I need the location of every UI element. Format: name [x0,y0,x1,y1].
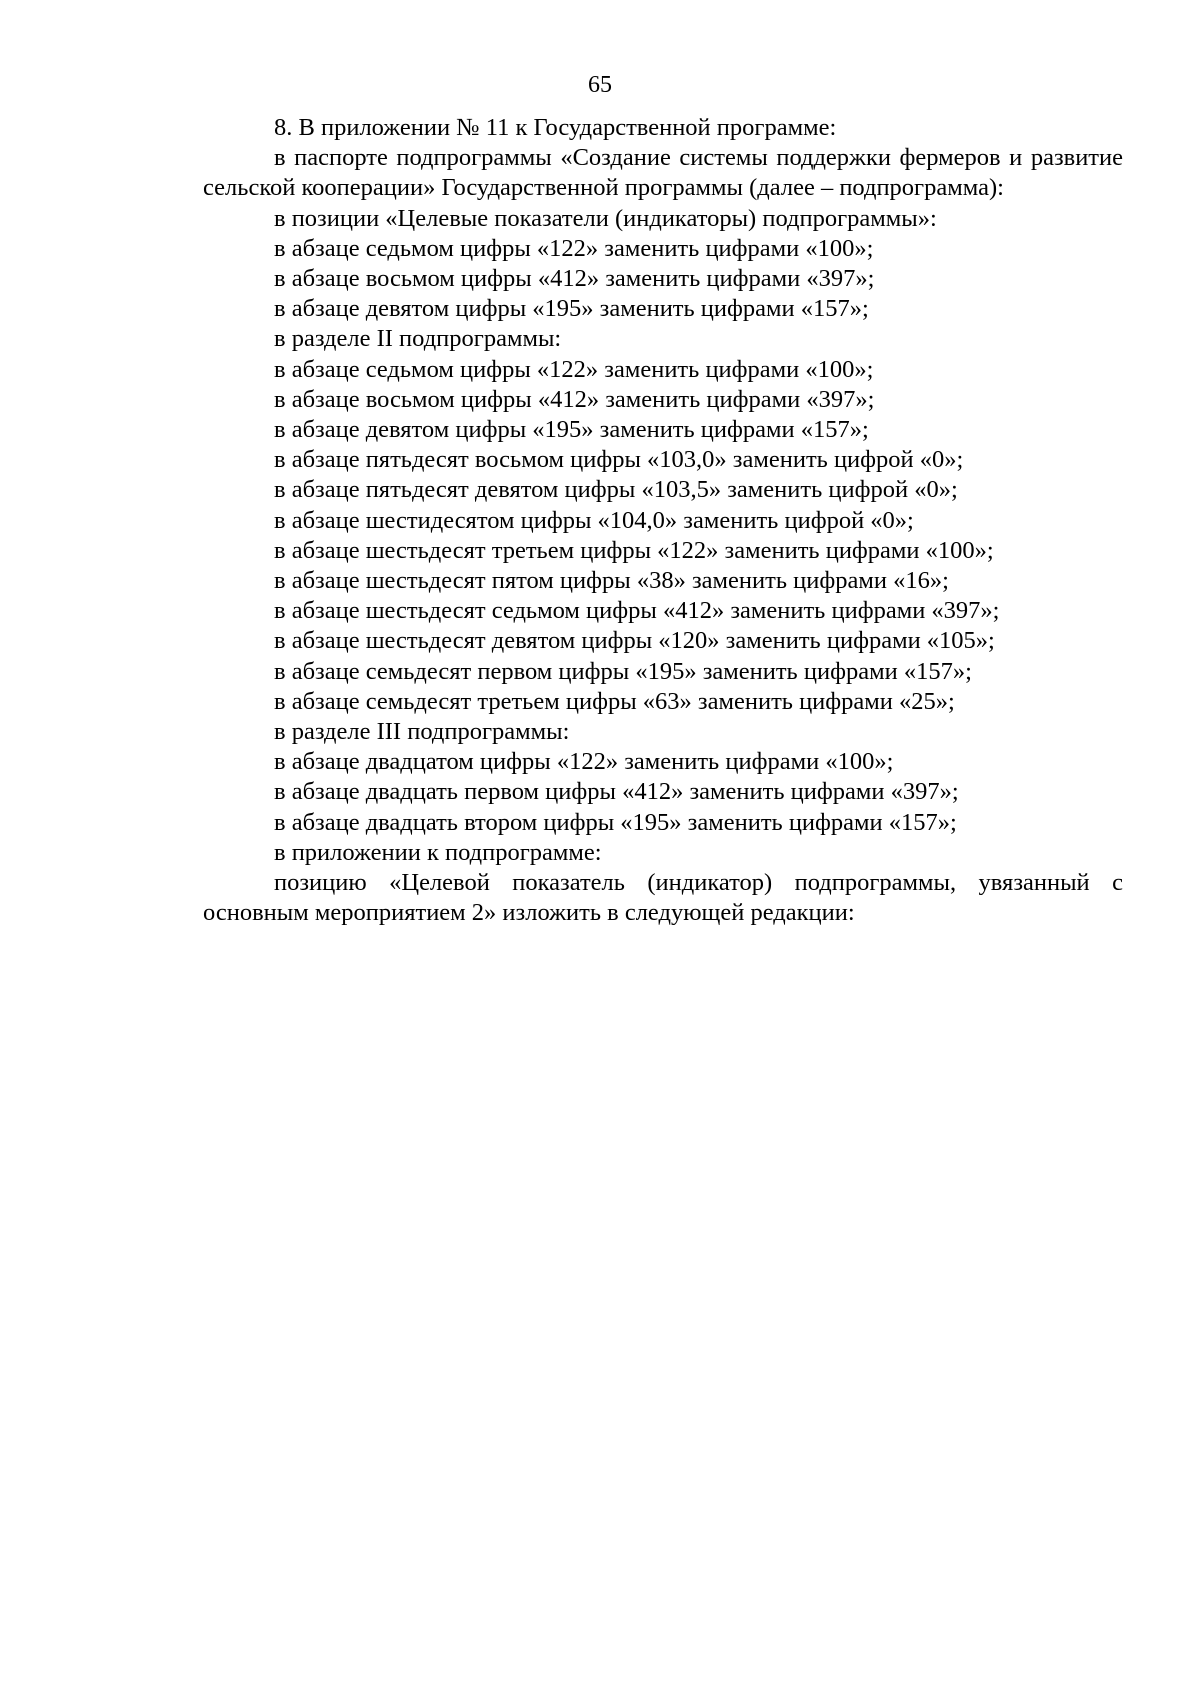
paragraph: в абзаце шестьдесят пятом цифры «38» заменить цифрами «16»; [274,567,949,595]
paragraph: в абзаце шестьдесят девятом цифры «120» заменить цифрами «105»; [274,627,995,655]
paragraph: в абзаце шестидесятом цифры «104,0» заменить цифрой «0»; [274,506,914,534]
paragraph: в абзаце восьмом цифры «412» заменить цифрами «397»; [274,385,875,413]
paragraph: в абзаце двадцатом цифры «122» заменить цифрами «100»; [274,748,894,776]
document-body [203,113,1123,928]
paragraph: в разделе III подпрограммы: [274,718,570,746]
paragraph: в абзаце девятом цифры «195» заменить цифрами «157»; [274,295,869,323]
paragraph: в абзаце семьдесят третьем цифры «63» заменить цифрами «25»; [274,687,955,715]
paragraph: в абзаце седьмом цифры «122» заменить цифрами «100»; [274,355,874,383]
paragraph: в абзаце пятьдесят восьмом цифры «103,0» заменить цифрой «0»; [274,446,964,474]
paragraph: в абзаце двадцать первом цифры «412» заменить цифрами «397»; [274,778,959,806]
paragraph: в абзаце двадцать втором цифры «195» заменить цифрами «157»; [274,808,957,836]
paragraph: в разделе II подпрограммы: [274,325,562,353]
paragraph: в абзаце девятом цифры «195» заменить цифрами «157»; [274,416,869,444]
paragraph: в паспорте подпрограммы «Создание системы поддержки фермеров и развитие сельской кооперации» Государственной программы (далее – подпрограмма): [203,144,1123,202]
paragraph: в абзаце шестьдесят седьмом цифры «412» заменить цифрами «397»; [274,597,1000,625]
paragraph: в приложении к подпрограмме: [274,838,602,866]
paragraph: в абзаце семьдесят первом цифры «195» заменить цифрами «157»; [274,657,972,685]
paragraph: 8. В приложении № 11 к Государственной программе: [274,114,837,141]
paragraph: в позиции «Целевые показатели (индикаторы) подпрограммы»: [274,204,937,232]
paragraph: в абзаце шестьдесят третьем цифры «122» заменить цифрами «100»; [274,536,994,564]
paragraph: в абзаце пятьдесят девятом цифры «103,5» заменить цифрой «0»; [274,476,958,504]
paragraph: позицию «Целевой показатель (индикатор) подпрограммы, увязанный с основным мероприятием 2» изложить в следующей редакции: [203,869,1123,927]
paragraph: в абзаце седьмом цифры «122» заменить цифрами «100»; [274,234,874,262]
paragraph: в абзаце восьмом цифры «412» заменить цифрами «397»; [274,265,875,293]
page-number: 65 [588,72,612,98]
